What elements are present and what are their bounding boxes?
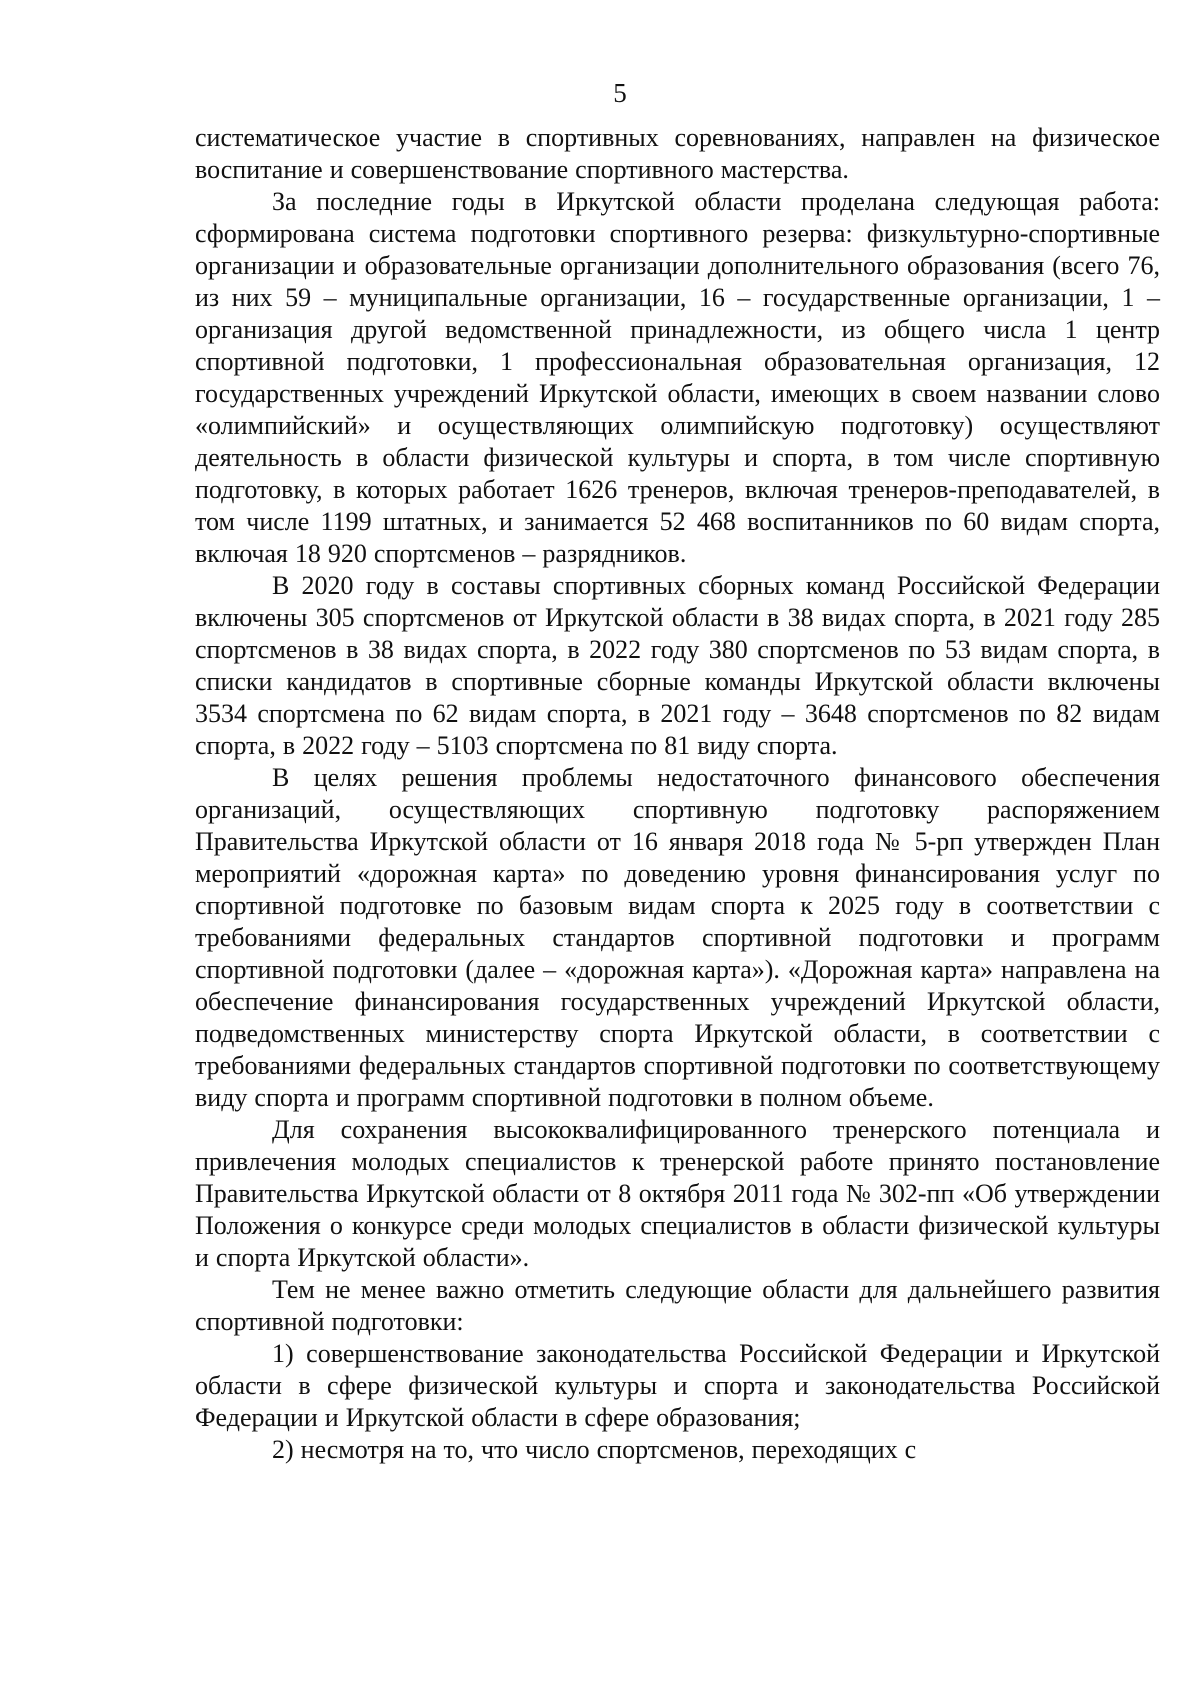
paragraph-road-map: В целях решения проблемы недостаточного финансового обеспечения организаций, осуществляющих спортивную подготовку распоряжением Правительства Иркутской области от 16 января 2018 года № 5-рп утвержден План мероприятий «дорожная карта» по доведению уровня финансирования услуг по спортивной подготовке по базовым видам спорта к 2025 году в соответствии с требованиями федеральных стандартов спортивной подготовки и программ спортивной подготовки (далее – «дорожная карта»). «Дорожная карта» направлена на обеспечение финансирования государственных учреждений Иркутской области, подведомственных министерству спорта Иркутской области, в соответствии с требованиями федеральных стандартов спортивной подготовки по соответствующему виду спорта и программ спортивной подготовки в полном объеме. [195,763,1160,1112]
paragraph-development-areas: Тем не менее важно отметить следующие области для дальнейшего развития спортивной подготовки: [195,1275,1160,1336]
page-number: 5 [613,78,627,108]
list-item-2: 2) несмотря на то, что число спортсменов, переходящих с [272,1435,917,1464]
paragraph-young-specialists: Для сохранения высококвалифицированного тренерского потенциала и привлечения молодых специалистов к тренерской работе принято постановление Правительства Иркутской области от 8 октября 2011 года № 302-пп «Об утверждении Положения о конкурсе среди молодых специалистов в области физической культуры и спорта Иркутской области». [195,1115,1160,1272]
paragraph-continuation: систематическое участие в спортивных соревнованиях, направлен на физическое воспитание и совершенствование спортивного мастерства. [195,123,1160,184]
paragraph-national-teams: В 2020 году в составы спортивных сборных команд Российской Федерации включены 305 спортсменов от Иркутской области в 38 видах спорта, в 2021 году 285 спортсменов в 38 видах спорта, в 2022 году 380 спортсменов по 53 видам спорта, в списки кандидатов в спортивные сборные команды Иркутской области включены 3534 спортсмена по 62 видам спорта, в 2021 году – 3648 спортсменов по 82 видам спорта, в 2022 году – 5103 спортсмена по 81 виду спорта. [195,571,1160,760]
list-item-1: 1) совершенствование законодательства Российской Федерации и Иркутской области в сфере физической культуры и спорта и законодательства Российской Федерации и Иркутской области в сфере образования; [195,1339,1160,1432]
document-body [195,122,1160,1466]
paragraph-sports-reserve-system: За последние годы в Иркутской области проделана следующая работа: сформирована система подготовки спортивного резерва: физкультурно-спортивные организации и образовательные организации дополнительного образования (всего 76, из них 59 – муниципальные организации, 16 – государственные организации, 1 – организация другой ведомственной принадлежности, из общего числа 1 центр спортивной подготовки, 1 профессиональная образовательная организация, 12 государственных учреждений Иркутской области, имеющих в своем названии слово «олимпийский» и осуществляющих олимпийскую подготовку) осуществляют деятельность в области физической культуры и спорта, в том числе спортивную подготовку, в которых работает 1626 тренеров, включая тренеров-преподавателей, в том числе 1199 штатных, и занимается 52 468 воспитанников по 60 видам спорта, включая 18 920 спортсменов – разрядников. [195,187,1160,568]
